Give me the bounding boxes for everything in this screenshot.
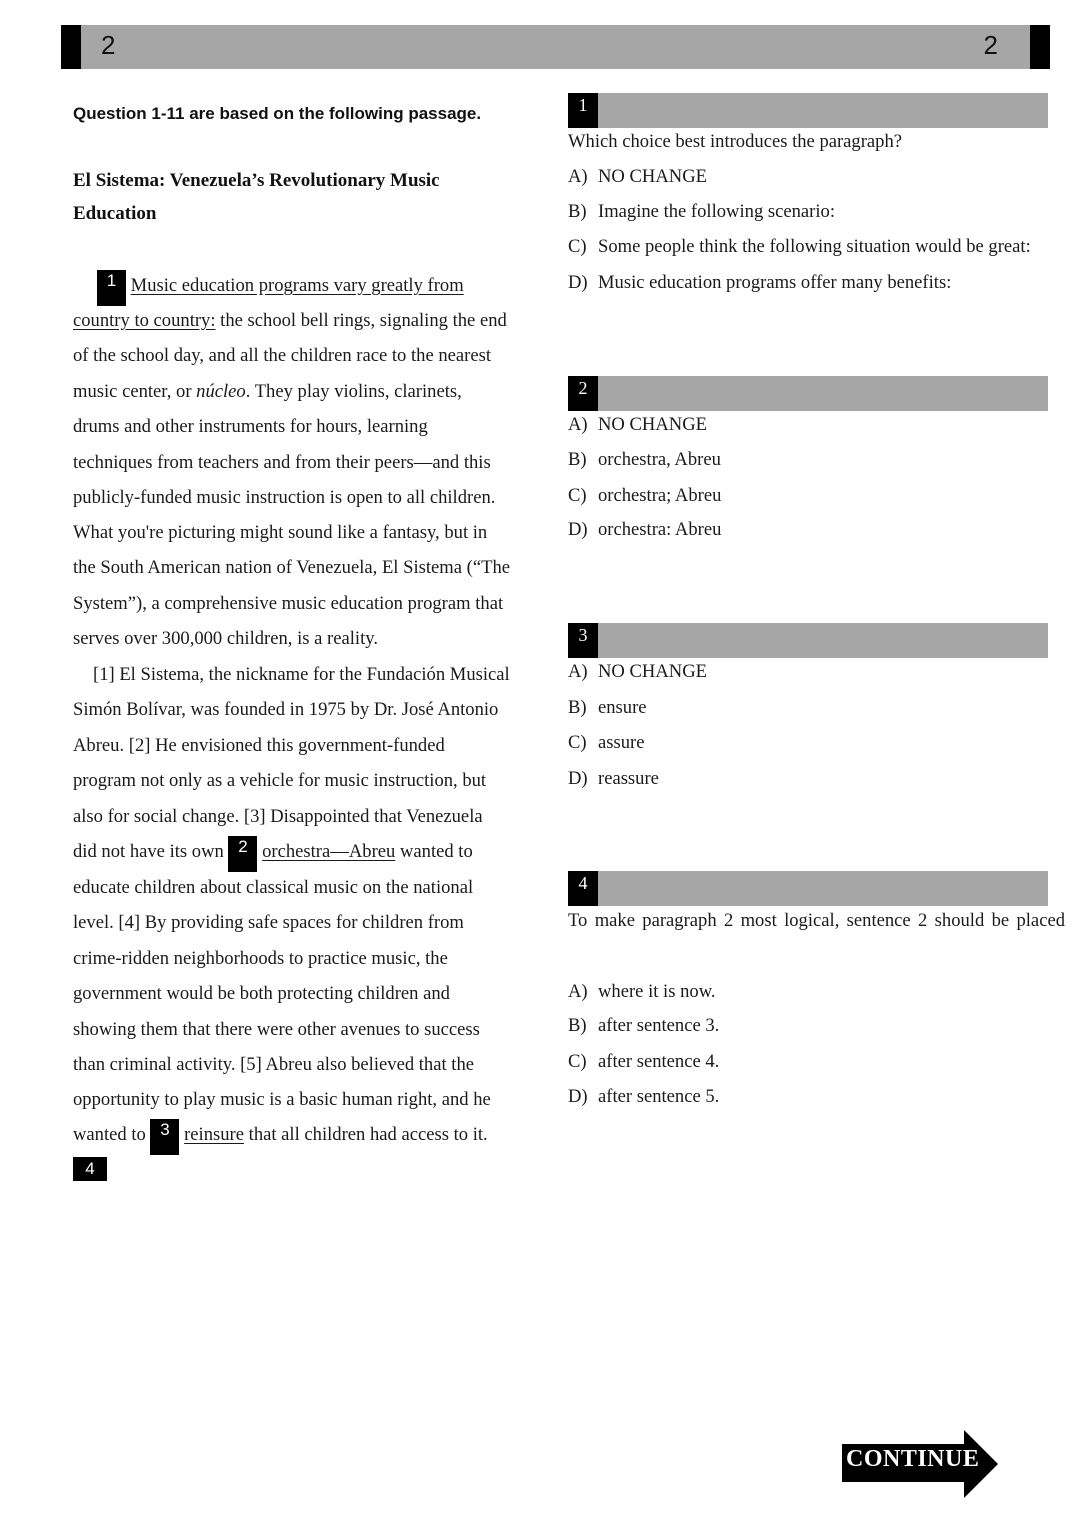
option-text: NO CHANGE — [598, 414, 707, 435]
question-4-option-c[interactable] — [568, 1050, 719, 1074]
section-header-bar — [61, 25, 1050, 69]
passage-line: techniques from teachers and from their peers—and this — [73, 452, 491, 473]
passage-line — [73, 837, 473, 872]
option-text: after sentence 5. — [598, 1086, 720, 1107]
option-letter: B) — [568, 449, 587, 470]
passage-line: System”), a comprehensive music education program that — [73, 593, 504, 614]
option-text: orchestra, Abreu — [598, 449, 721, 470]
italic-term: núcleo — [196, 381, 246, 402]
underlined-phrase-3: reinsure — [184, 1124, 244, 1145]
question-3-option-b[interactable] — [568, 696, 647, 720]
option-letter: D) — [568, 519, 588, 540]
option-text: after sentence 4. — [598, 1051, 720, 1072]
underlined-phrase-1-cont: country to country: — [73, 310, 216, 331]
passage-line: Simón Bolívar, was founded in 1975 by Dr. José Antonio — [73, 699, 499, 720]
option-text: Imagine the following scenario: — [598, 201, 835, 222]
passage-text: wanted to — [73, 1124, 151, 1145]
option-letter: B) — [568, 1015, 587, 1036]
question-3-option-c[interactable] — [568, 731, 644, 755]
question-1-option-b[interactable] — [568, 200, 835, 224]
question-1-stem: Which choice best introduces the paragraph? — [568, 131, 903, 152]
option-text: Some people think the following situation would be great: — [598, 236, 1031, 257]
passage-line: serves over 300,000 children, is a reality. — [73, 628, 378, 649]
question-2-option-c[interactable] — [568, 484, 721, 508]
option-letter: C) — [568, 1051, 587, 1072]
question-4-stem: To make paragraph 2 most logical, sentence 2 should be placed — [568, 910, 1065, 931]
passage-title-line-2: Education — [73, 203, 157, 224]
option-letter: B) — [568, 201, 587, 222]
passage-line: of the school day, and all the children race to the nearest — [73, 345, 492, 366]
question-3-number: 3 — [568, 623, 598, 658]
passage-intro: Question 1-11 are based on the following passage. — [73, 104, 482, 123]
continue-arrow-button[interactable] — [842, 1430, 998, 1498]
question-4-header — [568, 871, 1048, 906]
passage-line: program not only as a vehicle for music instruction, but — [73, 770, 487, 791]
question-2-option-b[interactable] — [568, 448, 721, 472]
question-1-option-c[interactable] — [568, 235, 1031, 259]
section-number-left: 2 — [101, 30, 116, 60]
question-4-option-b[interactable] — [568, 1014, 719, 1038]
passage-line: publicly-funded music instruction is open to all children. — [73, 487, 496, 508]
passage-line: Abreu. [2] He envisioned this government-funded — [73, 735, 445, 756]
question-1-number: 1 — [568, 93, 598, 128]
section-number-right: 2 — [983, 30, 998, 60]
option-letter: A) — [568, 166, 588, 187]
option-text: NO CHANGE — [598, 661, 707, 682]
option-text: orchestra: Abreu — [598, 519, 722, 540]
passage-title-line-1: El Sistema: Venezuela’s Revolutionary Music — [73, 170, 440, 191]
option-text: assure — [598, 732, 645, 753]
passage-text: . They play violins, clarinets, — [245, 381, 462, 402]
passage-text: the school bell rings, signaling the end — [215, 310, 507, 331]
passage-line: opportunity to play music is a basic human right, and he — [73, 1089, 491, 1110]
option-letter: A) — [568, 661, 588, 682]
option-text: ensure — [598, 697, 647, 718]
question-2-number: 2 — [568, 376, 598, 411]
question-2-option-d[interactable] — [568, 518, 721, 542]
question-4-option-a[interactable] — [568, 980, 716, 1004]
passage-line: than criminal activity. [5] Abreu also believed that the — [73, 1054, 475, 1075]
option-letter: C) — [568, 236, 587, 257]
option-text: where it is now. — [598, 981, 716, 1002]
passage-line: also for social change. [3] Disappointed that Venezuela — [73, 806, 483, 827]
passage-text: wanted to — [395, 841, 473, 862]
passage-line — [73, 1120, 488, 1155]
question-1-option-d[interactable] — [568, 271, 951, 295]
underlined-phrase-2: orchestra—Abreu — [262, 841, 396, 862]
passage-line: level. [4] By providing safe spaces for children from — [73, 912, 464, 933]
question-marker-2[interactable]: 2 — [228, 836, 257, 872]
option-text: NO CHANGE — [598, 166, 707, 187]
question-4-option-d[interactable] — [568, 1085, 719, 1109]
option-letter: C) — [568, 732, 587, 753]
passage-line — [73, 309, 507, 333]
passage-line: [1] El Sistema, the nickname for the Fundación Musical — [93, 664, 510, 685]
option-letter: A) — [568, 414, 588, 435]
question-3-option-d[interactable] — [568, 767, 659, 791]
question-3-option-a[interactable] — [568, 660, 707, 684]
option-letter: B) — [568, 697, 587, 718]
underlined-phrase-1: Music education programs vary greatly from — [130, 275, 464, 296]
option-text: Music education programs offer many benefits: — [598, 272, 952, 293]
passage-line: educate children about classical music on the national — [73, 877, 474, 898]
question-marker-3[interactable]: 3 — [150, 1119, 179, 1155]
option-letter: A) — [568, 981, 588, 1002]
option-text: orchestra; Abreu — [598, 485, 722, 506]
question-4-number: 4 — [568, 871, 598, 906]
option-letter: D) — [568, 768, 588, 789]
question-marker-4[interactable]: 4 — [73, 1157, 107, 1181]
option-letter: C) — [568, 485, 587, 506]
option-text: reassure — [598, 768, 659, 789]
option-letter: D) — [568, 272, 588, 293]
question-1-option-a[interactable] — [568, 165, 707, 189]
passage-line: What you're picturing might sound like a fantasy, but in — [73, 522, 488, 543]
passage-line — [97, 271, 464, 306]
passage-line: the South American nation of Venezuela, El Sistema (“The — [73, 557, 510, 578]
passage-text: music center, or — [73, 381, 197, 402]
question-1-header — [568, 93, 1048, 128]
passage-line: government would be both protecting children and — [73, 983, 450, 1004]
continue-label: CONTINUE — [846, 1446, 980, 1472]
question-2-header — [568, 376, 1048, 411]
option-letter: D) — [568, 1086, 588, 1107]
header-right-block — [1030, 25, 1050, 69]
question-marker-1[interactable]: 1 — [97, 270, 126, 306]
question-2-option-a[interactable] — [568, 413, 707, 437]
passage-text: that all children had access to it. — [244, 1124, 488, 1145]
passage-line: drums and other instruments for hours, learning — [73, 416, 428, 437]
option-text: after sentence 3. — [598, 1015, 720, 1036]
passage-line: crime-ridden neighborhoods to practice music, the — [73, 948, 448, 969]
passage-line — [73, 380, 462, 404]
passage-line: showing them that there were other avenues to success — [73, 1019, 480, 1040]
passage-text: did not have its own — [73, 841, 229, 862]
question-3-header — [568, 623, 1048, 658]
header-left-block — [61, 25, 81, 69]
